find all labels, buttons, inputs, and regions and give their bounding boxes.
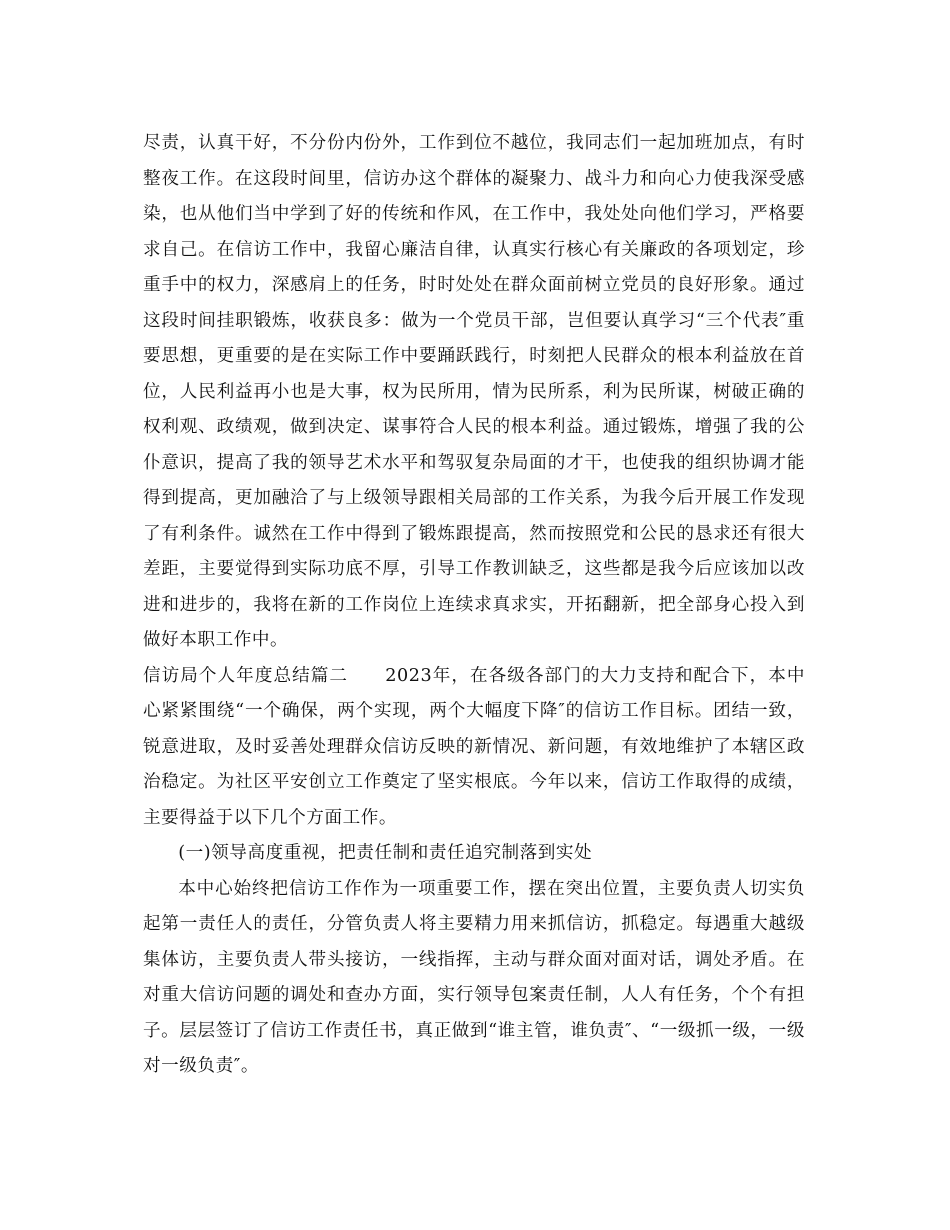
document-body	[143, 126, 805, 1085]
paragraph-3: 本中心始终把信访工作作为一项重要工作，摆在突出位置，主要负责人切实负起第一责任人的责任，分管负责人将主要精力用来抓信访，抓稳定。每遇重大越级集体访，主要负责人带头接访，一线指挥，主动与群众面对面对话，调处矛盾。在对重大信访问题的调处和查办方面，实行领导包案责任制，人人有任务，个个有担子。层层签订了信访工作责任书，真正做到“谁主管，谁负责″、“一级抓一级，一级对一级负责″。	[143, 878, 805, 1076]
paragraph-2	[143, 659, 805, 837]
paragraph-1: 尽责，认真干好，不分份内份外，工作到位不越位，我同志们一起加班加点，有时整夜工作。在这段时间里，信访办这个群体的凝聚力、战斗力和向心力使我深受感染，也从他们当中学到了好的传统和作风，在工作中，我处处向他们学习，严格要求自己。在信访工作中，我留心廉洁自律，认真实行核心有关廉政的各项划定，珍重手中的权力，深感肩上的任务，时时处处在群众面前树立党员的良好形象。通过这段时间挂职锻炼，收获良多：做为一个党员干部，岂但要认真学习“三个代表″重要思想，更重要的是在实际工作中要踊跃践行，时刻把人民群众的根本利益放在首位，人民利益再小也是大事，权为民所用，情为民所系，利为民所谋，树破正确的权利观、政绩观，做到决定、谋事符合人民的根本利益。通过锻炼，增强了我的公仆意识，提高了我的领导艺术水平和驾驭复杂局面的才干，也使我的组织协调才能得到提高，更加融洽了与上级领导跟相关局部的工作关系，为我今后开展工作发现了有利条件。诚然在工作中得到了锻炼跟提高，然而按照党和公民的恳求还有很大差距，主要觉得到实际功底不厚，引导工作教训缺乏，这些都是我今后应该加以改进和进步的，我将在新的工作岗位上连续求真求实，开拓翻新，把全部身心投入到做好本职工作中。	[143, 133, 805, 650]
section-heading: 信访局个人年度总结篇二	[143, 665, 348, 686]
subheading-1: (一)领导高度重视，把责任制和责任追究制落到实处	[178, 843, 593, 863]
heading-gap	[348, 666, 385, 686]
paragraph-2-text: 2023年，在各级各部门的大力支持和配合下，本中心紧紧围绕“一个确保，两个实现，两个大幅度下降″的信访工作目标。团结一致，锐意进取，及时妥善处理群众信访反映的新情况、新问题，有效地维护了本辖区政治稳定。为社区平安创立工作奠定了坚实根底。今年以来，信访工作取得的成绩，主要得益于以下几个方面工作。	[143, 665, 805, 828]
